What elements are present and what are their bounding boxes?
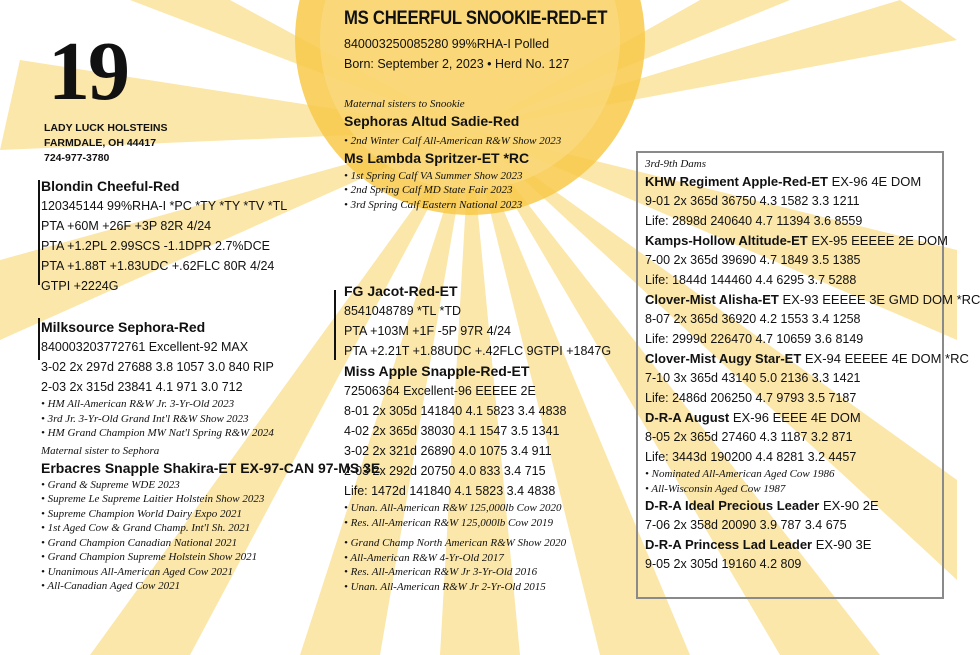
ancestor-lifetime: Life: 2999d 226470 4.7 10659 3.6 8149 (645, 332, 864, 346)
granddam-record: 2-03 2x 292d 20750 4.0 833 3.4 715 (344, 464, 546, 478)
section-heading: Maternal sisters to Snookie (344, 98, 465, 110)
sister-award: • Grand Champion Canadian National 2021 (41, 536, 238, 549)
grandsire-bar (334, 290, 336, 360)
sire-line: PTA +1.88T +1.83UDC +.62FLC 80R 4/24 (41, 259, 275, 273)
sister-award: • 3rd Spring Calf Eastern National 2023 (344, 198, 523, 211)
ancestor-dam: Clover-Mist Augy Star-ET EX-94 EEEEE 4E DOM *RC (645, 351, 969, 366)
granddam-lifetime: Life: 1472d 141840 4.1 5823 3.4 4838 (344, 484, 556, 498)
granddam-record: 8-01 2x 305d 141840 4.1 5823 3.4 4838 (344, 404, 567, 418)
sister-name: Ms Lambda Spritzer-ET *RC (344, 149, 530, 166)
ancestor-record: 7-10 3x 365d 43140 5.0 2136 3.3 1421 (645, 371, 861, 385)
dam-record: 3-02 2x 297d 27688 3.8 1057 3.0 840 RIP (41, 360, 274, 374)
sister-award: • Unanimous All-American Aged Cow 2021 (41, 565, 233, 578)
ancestor-lifetime: Life: 2486d 206250 4.7 9793 3.5 7187 (645, 391, 857, 405)
maternal-sisters-snookie (344, 97, 561, 212)
ancestor-lifetime: Life: 2898d 240640 4.7 11394 3.6 8559 (645, 214, 863, 228)
granddam-award: • All-American R&W 4-Yr-Old 2017 (344, 551, 504, 564)
dams-box-heading: 3rd-9th Dams (645, 158, 707, 170)
granddam-award: • Res. All-American R&W Jr 3-Yr-Old 2016 (344, 566, 538, 578)
ancestor-award: • All-Wisconsin Aged Cow 1987 (645, 482, 786, 495)
sister-award: • 2nd Winter Calf All-American R&W Show 2023 (344, 135, 562, 147)
dam-bar (38, 318, 40, 360)
ancestor-lifetime: Life: 3443d 190200 4.4 8281 3.2 4457 (645, 450, 857, 464)
animal-name: MS CHEERFUL SNOOKIE-RED-ET (344, 8, 608, 29)
ancestor-dam: Clover-Mist Alisha-ET EX-93 EEEEE 3E GMD DOM *RC (645, 292, 980, 307)
sister-award: • All-Canadian Aged Cow 2021 (41, 580, 181, 592)
ancestor-dam: KHW Regiment Apple-Red-ET EX-96 4E DOM (645, 174, 922, 189)
animal-id-line: 840003250085280 99%RHA-I Polled (344, 37, 550, 51)
ancestor-dam: D-R-A Princess Lad Leader EX-90 3E (645, 537, 872, 552)
dam-block (41, 318, 380, 594)
ancestor-lifetime: Life: 1844d 144460 4.4 6295 3.7 5288 (645, 273, 857, 287)
granddam-name: Miss Apple Snapple-Red-ET (344, 363, 530, 379)
sister-award: • 1st Spring Calf VA Summer Show 2023 (344, 169, 523, 182)
ancestor-dam: Kamps-Hollow Altitude-ET EX-95 EEEEE 2E DOM (645, 233, 948, 248)
sire-name: Blondin Cheeful-Red (41, 178, 180, 194)
dam-award: • 3rd Jr. 3-Yr-Old Grand Int'l R&W Show 2023 (41, 412, 249, 425)
ancestor-record: 9-01 2x 365d 36750 4.3 1582 3.3 1211 (645, 194, 860, 208)
ancestor-dam: D-R-A August EX-96 EEEE 4E DOM (645, 410, 861, 425)
ancestor-award: • Nominated All-American Aged Cow 1986 (645, 468, 835, 480)
lot-number: 19 (48, 25, 128, 118)
ancestor-record: 7-00 2x 365d 39690 4.7 1849 3.5 1385 (645, 253, 861, 267)
consignor-city: FARMDALE, OH 44417 (44, 137, 157, 149)
sister-name: Sephoras Altud Sadie-Red (344, 113, 520, 129)
granddam-award: • Unan. All-American R&W Jr 2-Yr-Old 2015 (344, 580, 546, 593)
ancestor-record: 8-07 2x 365d 36920 4.2 1553 3.4 1258 (645, 312, 861, 326)
dams-box-content (645, 157, 980, 574)
grandsire-line: 8541048789 *TL *TD (344, 304, 461, 318)
granddam-award: • Unan. All-American R&W 125,000lb Cow 2020 (344, 502, 562, 514)
sister-award: • Supreme Le Supreme Laitier Holstein Show 2023 (41, 493, 265, 505)
sire-line: PTA +60M +26F +3P 82R 4/24 (41, 219, 212, 233)
dam-award: • HM Grand Champion MW Nat'l Spring R&W 2024 (41, 427, 274, 439)
consignor-phone: 724-977-3780 (44, 152, 110, 164)
dam-award: • HM All-American R&W Jr. 3-Yr-Old 2023 (41, 398, 235, 410)
granddam-record: 4-02 2x 365d 38030 4.1 1547 3.5 1341 (344, 424, 560, 438)
ancestor-record: 7-06 2x 358d 20090 3.9 787 3.4 675 (645, 518, 847, 532)
consignor-name: LADY LUCK HOLSTEINS (44, 122, 168, 134)
granddam-block (344, 362, 566, 594)
ancestor-record: 8-05 2x 365d 27460 4.3 1187 3.2 871 (645, 430, 853, 444)
sire-block (41, 177, 287, 296)
sister-award: • Grand & Supreme WDE 2023 (41, 478, 180, 491)
sire-line: GTPI +2224G (41, 279, 119, 293)
section-heading: Maternal sister to Sephora (41, 444, 160, 457)
dam-name: Milksource Sephora-Red (41, 319, 206, 335)
consignor-block (44, 121, 167, 166)
granddam-award: • Res. All-American R&W 125,000lb Cow 2019 (344, 516, 553, 529)
animal-born-line: Born: September 2, 2023 • Herd No. 127 (344, 57, 570, 71)
sister-name: Erbacres Snapple Shakira-ET EX-97-CAN 97-MS 3E (41, 459, 381, 476)
grandsire-block (344, 282, 611, 361)
sire-line: 120345144 99%RHA-I *PC *TY *TY *TV *TL (41, 199, 288, 213)
granddam-award: • Grand Champ North American R&W Show 2020 (344, 537, 567, 549)
grandsire-line: PTA +103M +1F -5P 97R 4/24 (344, 324, 511, 338)
sister-award: • Supreme Champion World Dairy Expo 2021 (41, 507, 243, 520)
sister-award: • Grand Champion Supreme Holstein Show 2021 (41, 551, 258, 563)
granddam-record: 3-02 2x 321d 26890 4.0 1075 3.4 911 (344, 444, 552, 458)
ancestor-dam: D-R-A Ideal Precious Leader EX-90 2E (645, 498, 879, 513)
sire-bar (38, 180, 40, 285)
sister-award: • 1st Aged Cow & Grand Champ. Int'l Sh. 2021 (41, 522, 251, 534)
dam-id-line: 840003203772761 Excellent-92 MAX (41, 340, 249, 354)
grandsire-name: FG Jacot-Red-ET (344, 283, 458, 299)
sister-award: • 2nd Spring Calf MD State Fair 2023 (344, 184, 513, 196)
granddam-id-line: 72506364 Excellent-96 EEEEE 2E (344, 384, 536, 398)
grandsire-line: PTA +2.21T +1.88UDC +.42FLC 9GTPI +1847G (344, 344, 612, 358)
ancestor-record: 9-05 2x 305d 19160 4.2 809 (645, 557, 802, 571)
sire-line: PTA +1.2PL 2.99SCS -1.1DPR 2.7%DCE (41, 239, 270, 253)
dam-record: 2-03 2x 315d 23841 4.1 971 3.0 712 (41, 380, 243, 394)
